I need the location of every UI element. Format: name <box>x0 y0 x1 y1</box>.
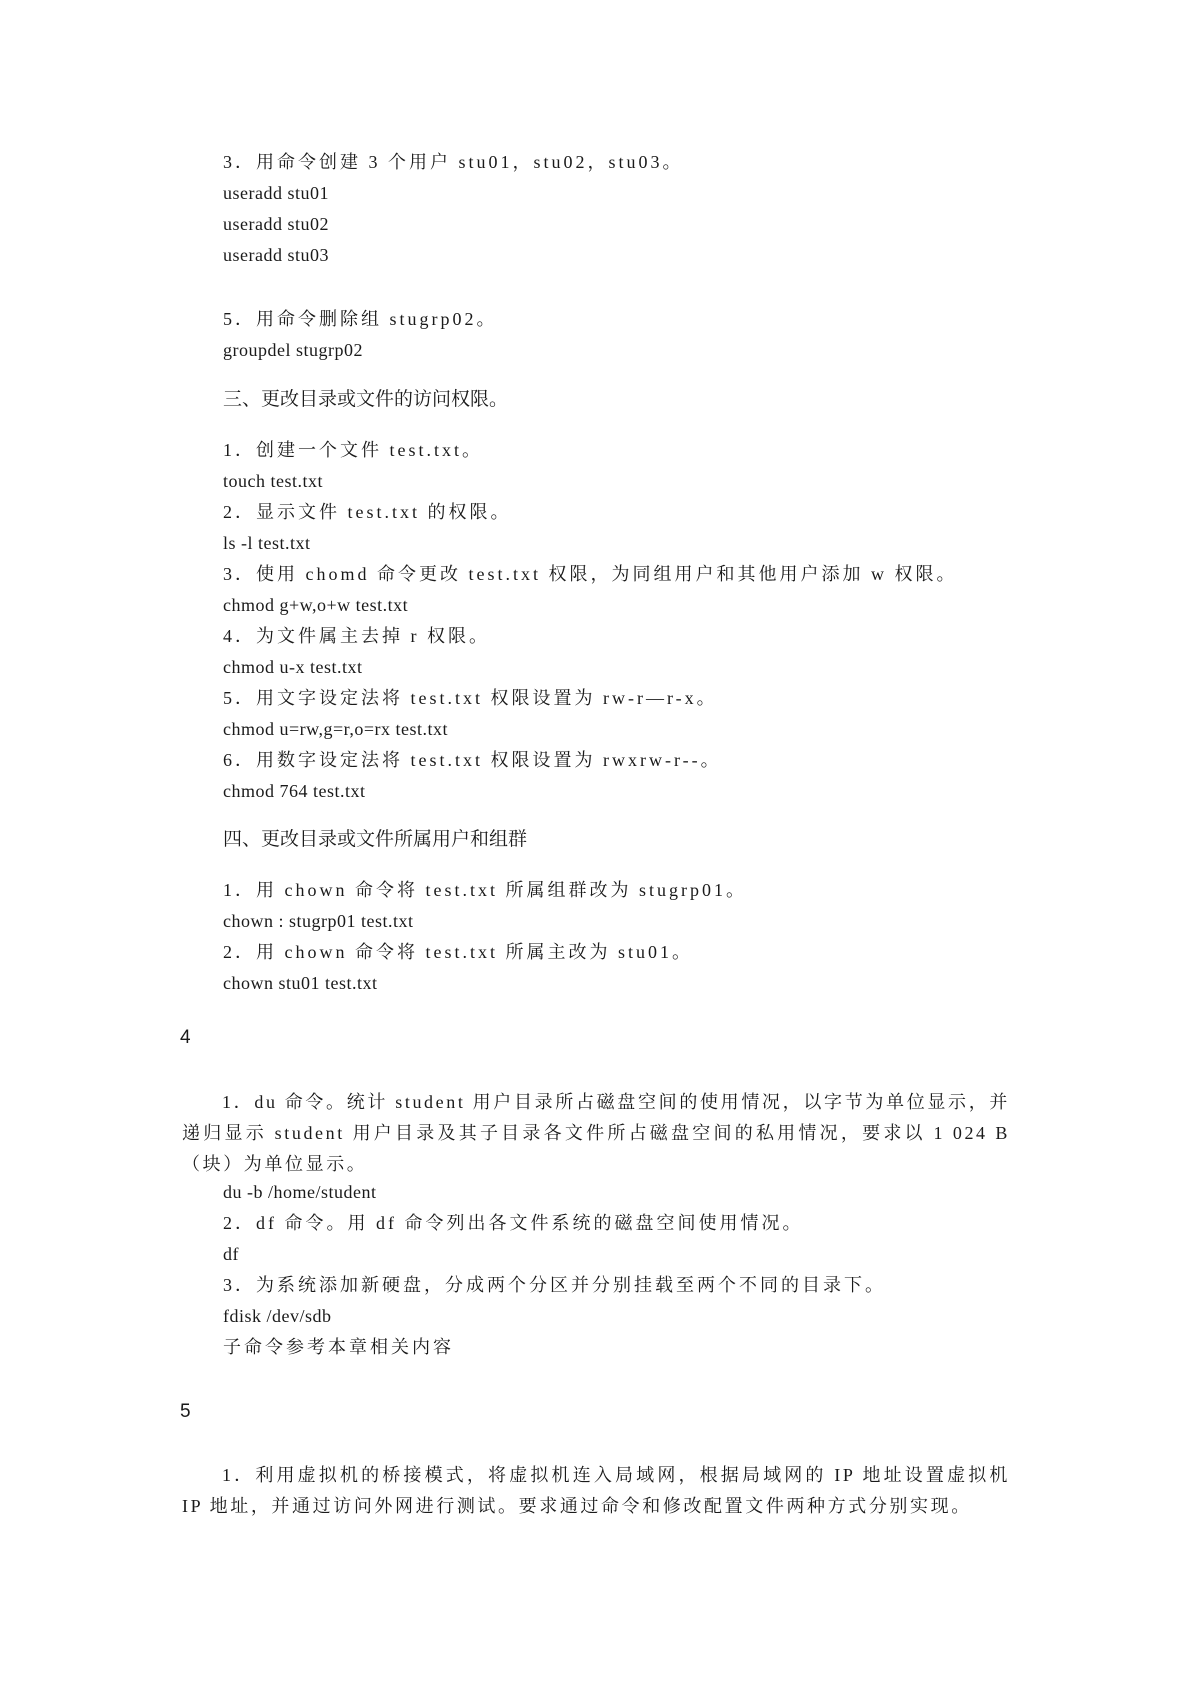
ownership-item-title: 1．用 chown 命令将 test.txt 所属组群改为 stugrp01。 <box>223 880 747 900</box>
command-line: chmod 764 test.txt <box>223 781 366 801</box>
command-line: touch test.txt <box>223 471 323 491</box>
chapter4-item1-text: 1．du 命令。统计 student 用户目录所占磁盘空间的使用情况，以字节为单位显示，并递归显示 student 用户目录及其子目录各文件所占磁盘空间的私用情况，要求以 1 024 B（块）为单位显示。 <box>182 1092 1010 1174</box>
permissions-item-title: 6．用数字设定法将 test.txt 权限设置为 rwxrw-r--。 <box>223 750 722 770</box>
item-create-users-title: 3．用命令创建 3 个用户 stu01，stu02，stu03。 <box>223 152 684 172</box>
command-line: chown stu01 test.txt <box>223 973 378 993</box>
command-line: df <box>223 1244 239 1264</box>
section-heading-ownership: 四、更改目录或文件所属用户和组群 <box>223 828 528 850</box>
chapter5-item1-text: 1．利用虚拟机的桥接模式，将虚拟机连入局域网，根据局域网的 IP 地址设置虚拟机 IP 地址，并通过访问外网进行测试。要求通过命令和修改配置文件两种方式分别实现。 <box>182 1465 1010 1516</box>
command-line: groupdel stugrp02 <box>223 340 363 360</box>
command-line: du -b /home/student <box>223 1182 377 1202</box>
command-line: useradd stu02 <box>223 214 329 234</box>
command-line: chmod g+w,o+w test.txt <box>223 595 409 615</box>
chapter4-item2-title: 2．df 命令。用 df 命令列出各文件系统的磁盘空间使用情况。 <box>223 1213 804 1233</box>
permissions-item-title: 3．使用 chomd 命令更改 test.txt 权限，为同组用户和其他用户添加 w 权限。 <box>223 564 958 584</box>
command-line: chmod u=rw,g=r,o=rx test.txt <box>223 719 449 739</box>
command-line: chmod u-x test.txt <box>223 657 363 677</box>
command-line: chown : stugrp01 test.txt <box>223 911 414 931</box>
permissions-item-title: 4．为文件属主去掉 r 权限。 <box>223 626 490 646</box>
chapter4-item1-paragraph <box>182 1087 1010 1180</box>
chapter-number: 5 <box>180 1401 192 1422</box>
command-line: ls -l test.txt <box>223 533 311 553</box>
chapter5-item1-paragraph <box>182 1460 1010 1522</box>
section-heading-permissions: 三、更改目录或文件的访问权限。 <box>223 388 509 410</box>
command-line: fdisk /dev/sdb <box>223 1306 332 1326</box>
command-line: useradd stu01 <box>223 183 329 203</box>
permissions-item-title: 1．创建一个文件 test.txt。 <box>223 440 483 460</box>
note-line: 子命令参考本章相关内容 <box>223 1337 454 1357</box>
chapter-number: 4 <box>180 1027 192 1048</box>
ownership-item-title: 2．用 chown 命令将 test.txt 所属主改为 stu01。 <box>223 942 693 962</box>
chapter4-item3-title: 3．为系统添加新硬盘，分成两个分区并分别挂载至两个不同的目录下。 <box>223 1275 886 1295</box>
permissions-item-title: 2．显示文件 test.txt 的权限。 <box>223 502 512 522</box>
permissions-item-title: 5．用文字设定法将 test.txt 权限设置为 rw-r—r-x。 <box>223 688 718 708</box>
command-line: useradd stu03 <box>223 245 329 265</box>
item-delete-group-title: 5．用命令删除组 stugrp02。 <box>223 309 498 329</box>
